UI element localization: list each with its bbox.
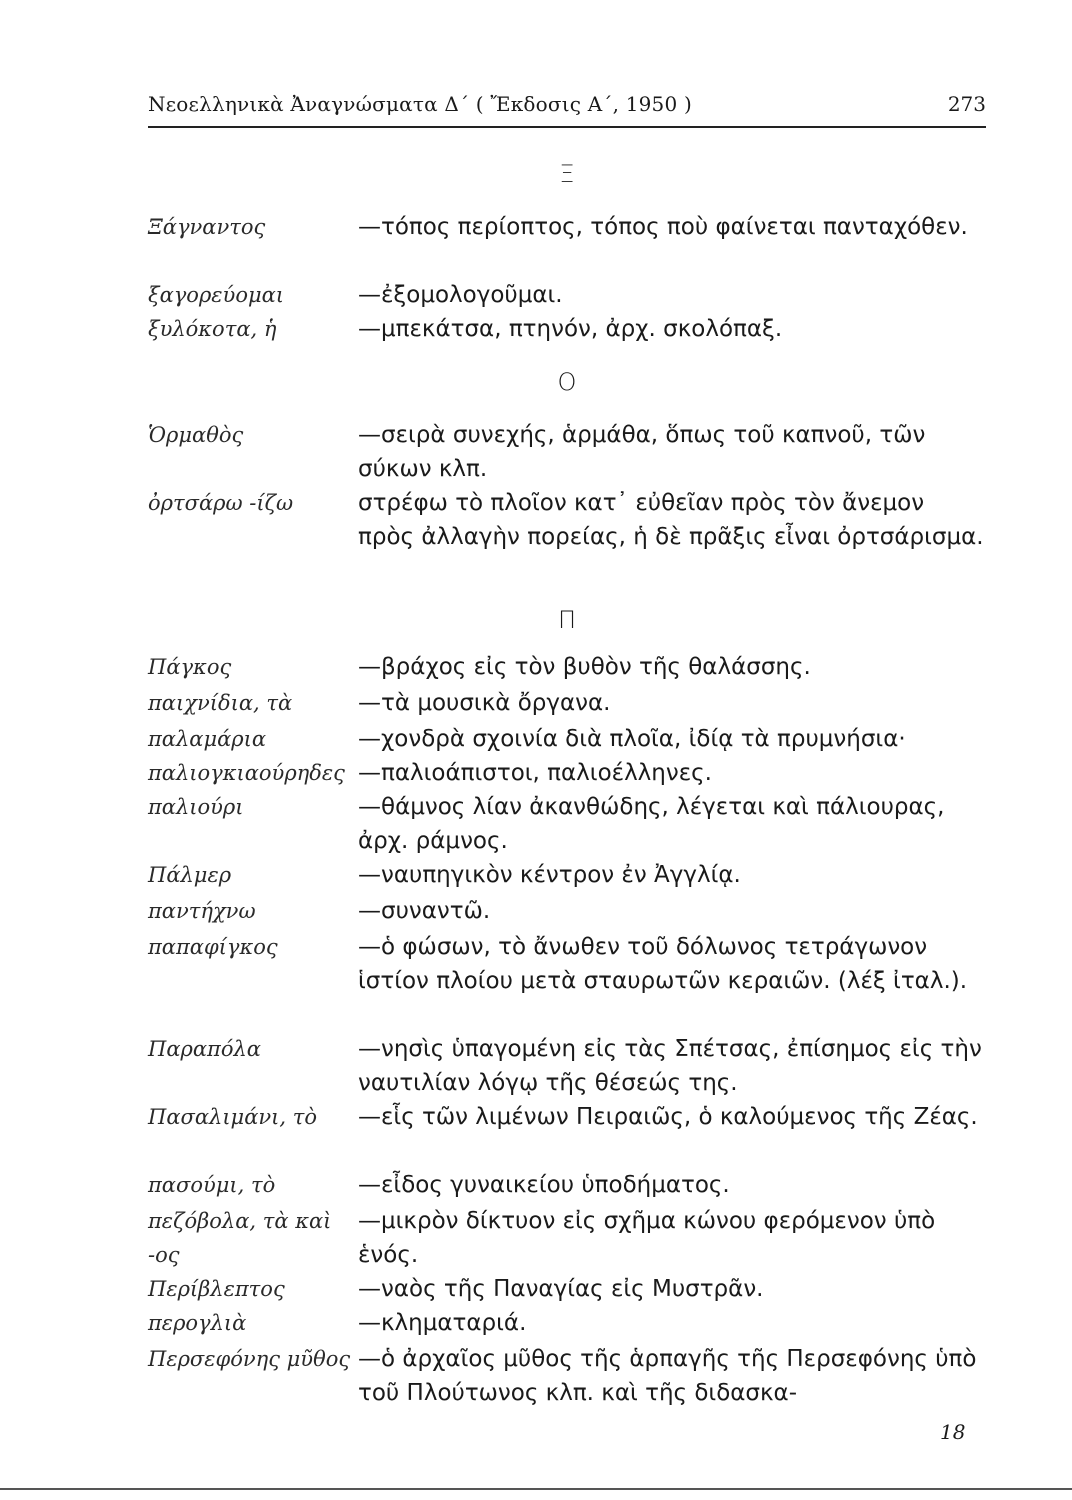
entry-definition: —τὰ μουσικὰ ὄργανα. bbox=[358, 690, 611, 716]
entry-term: Ξάγναντος bbox=[148, 215, 266, 239]
section-letter-xi: Ξ bbox=[559, 160, 575, 188]
entry-term: παλιούρι bbox=[148, 795, 244, 819]
entry-definition: —συναντῶ. bbox=[358, 898, 491, 924]
scan-edge-line bbox=[0, 1488, 1072, 1490]
entry-definition: —εἶδος γυναικείου ὑποδήματος. bbox=[358, 1172, 730, 1198]
entry-definition: —θάμνος λίαν ἀκανθώδης, λέγεται καὶ πάλιουρας, ἀρχ. ράμνος. bbox=[358, 794, 945, 854]
entry-term: περογλιὰ bbox=[148, 1311, 247, 1335]
entry-definition: —βράχος εἰς τὸν βυθὸν τῆς θαλάσσης. bbox=[358, 654, 811, 680]
entry-term: πασούμι, τὸ bbox=[148, 1173, 276, 1197]
entry-term: Ὁρμαθὸς bbox=[148, 423, 244, 447]
entry-definition: —ἐξομολογοῦμαι. bbox=[358, 282, 563, 308]
entry-definition: —κληματαριά. bbox=[358, 1310, 527, 1336]
entry-term: παλαμάρια bbox=[148, 727, 267, 751]
entry-term: παλιογκιαούρηδες bbox=[148, 761, 345, 785]
entry-term: ξαγορεύομαι bbox=[148, 283, 285, 307]
section-letter-pi: Π bbox=[557, 606, 577, 634]
entry-definition: —χονδρὰ σχοινία διὰ πλοῖα, ἰδίᾳ τὰ πρυμνήσια· bbox=[358, 726, 906, 752]
entry-term: ὀρτσάρω -ίζω bbox=[148, 491, 294, 515]
page-header bbox=[148, 92, 986, 128]
entry-definition: —μπεκάτσα, πτηνόν, ἀρχ. σκολόπαξ. bbox=[358, 316, 783, 342]
entry-definition: —ὁ ἀρχαῖος μῦθος τῆς ἁρπαγῆς τῆς Περσεφόνης ὑπὸ τοῦ Πλούτωνος κλπ. καὶ τῆς διδασκα- bbox=[358, 1346, 977, 1406]
entry-term: ξυλόκοτα, ἡ bbox=[148, 317, 277, 341]
entry-term: Παραπόλα bbox=[148, 1037, 261, 1061]
entry-definition: στρέφω τὸ πλοῖον κατ᾽ εὐθεῖαν πρὸς τὸν ἄνεμον πρὸς ἀλλαγὴν πορείας, ἡ δὲ πρᾶξις εἶναι ὀρτσάρισμα. bbox=[358, 490, 984, 550]
entry-term: Περίβλεπτος bbox=[148, 1277, 285, 1301]
entry-term: Πάλμερ bbox=[148, 863, 232, 887]
entry-definition: —σειρὰ συνεχής, ἁρμάθα, ὅπως τοῦ καπνοῦ, τῶν σύκων κλπ. bbox=[358, 422, 926, 482]
entry-definition: —ὁ φώσων, τὸ ἄνωθεν τοῦ δόλωνος τετράγωνον ἱστίον πλοίου μετὰ σταυρωτῶν κεραιῶν. (λέξ ἰταλ.). bbox=[358, 934, 968, 994]
entry-term: παπαφίγκος bbox=[148, 935, 278, 959]
signature-mark: 18 bbox=[940, 1420, 966, 1444]
entry-definition: —νησὶς ὑπαγομένη εἰς τὰς Σπέτσας, ἐπίσημος εἰς τὴν ναυτιλίαν λόγῳ τῆς θέσεώς της. bbox=[358, 1036, 982, 1096]
entry-definition: —τόπος περίοπτος, τόπος ποὺ φαίνεται πανταχόθεν. bbox=[358, 214, 968, 240]
page-number: 273 bbox=[947, 92, 986, 116]
entry-term: Πασαλιμάνι, τὸ bbox=[148, 1105, 317, 1129]
entry-term: Περσεφόνης μῦθος bbox=[148, 1347, 351, 1371]
entry-definition: —ναὸς τῆς Παναγίας εἰς Μυστρᾶν. bbox=[358, 1276, 764, 1302]
running-title: Νεοελληνικὰ Ἀναγνώσματα Δ΄ ( Ἔκδοσις Α΄, 1950 ) bbox=[148, 92, 692, 116]
entry-definition: —ναυπηγικὸν κέντρον ἐν Ἀγγλίᾳ. bbox=[358, 862, 741, 888]
entry-term: Πάγκος bbox=[148, 655, 232, 679]
entry-term: παντήχνω bbox=[148, 899, 256, 923]
section-letter-omicron: Ο bbox=[557, 368, 577, 396]
entry-term: πεζόβολα, τὰ καὶ -ος bbox=[148, 1209, 332, 1267]
entry-definition: —μικρὸν δίκτυον εἰς σχῆμα κώνου φερόμενον ὑπὸ ἑνός. bbox=[358, 1208, 936, 1268]
entry-term: παιχνίδια, τὰ bbox=[148, 691, 293, 715]
entry-definition: —εἷς τῶν λιμένων Πειραιῶς, ὁ καλούμενος τῆς Ζέας. bbox=[358, 1104, 978, 1130]
entry-definition: —παλιοάπιστοι, παλιοέλληνες. bbox=[358, 760, 712, 786]
